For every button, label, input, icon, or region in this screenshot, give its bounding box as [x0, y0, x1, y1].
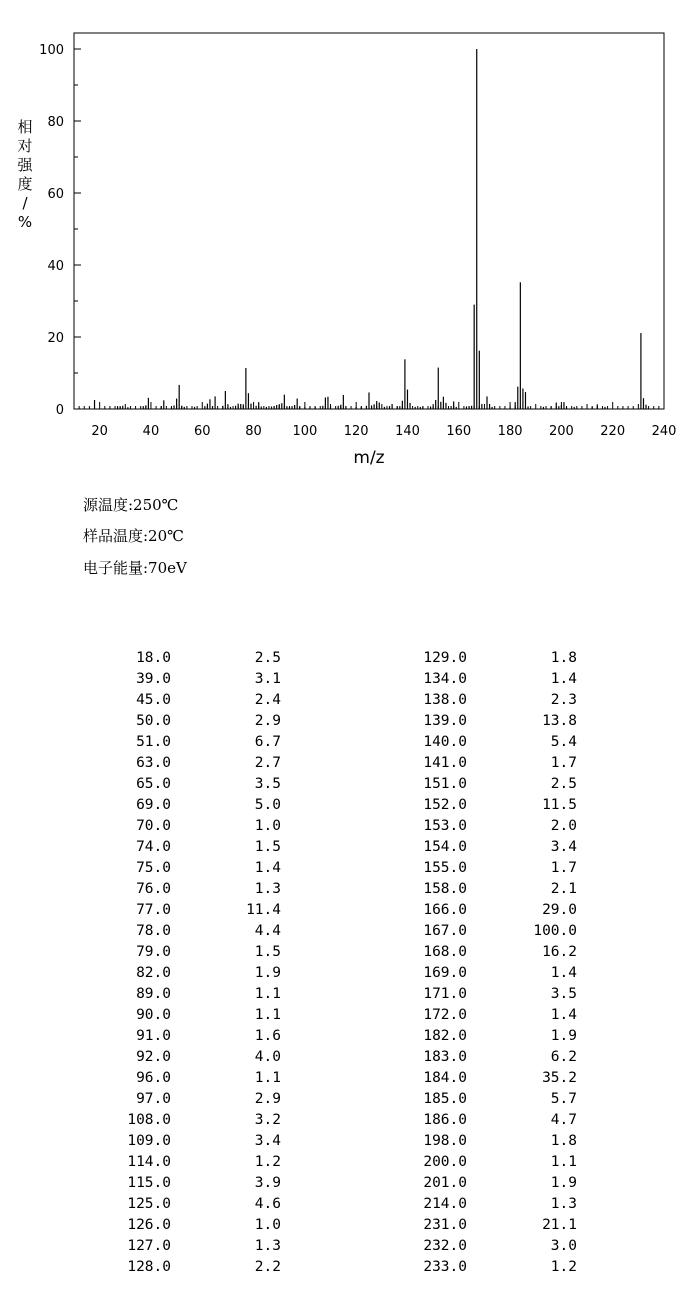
peak-abundance: 3.4 [254, 1133, 281, 1149]
peak-mz: 51.0 [136, 734, 171, 750]
peak-abundance: 2.5 [550, 776, 577, 792]
peak-mz: 76.0 [136, 881, 171, 897]
peak-table-row [0, 1152, 687, 1172]
y-tick-label: 80 [47, 115, 64, 130]
peak-abundance: 1.4 [550, 1007, 577, 1023]
x-tick-label: 140 [395, 424, 420, 439]
peak-mz: 109.0 [127, 1133, 171, 1149]
peak-abundance: 3.0 [550, 1238, 577, 1254]
peak-mz: 171.0 [423, 986, 467, 1002]
peak-abundance: 1.4 [550, 965, 577, 981]
peak-mz: 233.0 [423, 1259, 467, 1275]
peak-mz: 214.0 [423, 1196, 467, 1212]
peak-abundance: 2.1 [550, 881, 577, 897]
peak-table-row [0, 1110, 687, 1130]
peak-abundance: 3.1 [254, 671, 281, 687]
x-tick-label: 100 [292, 424, 318, 439]
peak-table-row [0, 858, 687, 878]
peak-table-row [0, 1005, 687, 1025]
peak-table-row [0, 690, 687, 710]
peak-table-row [0, 1215, 687, 1235]
peak-mz: 167.0 [423, 923, 467, 939]
peak-mz: 128.0 [127, 1259, 171, 1275]
peak-abundance: 1.6 [254, 1028, 281, 1044]
mass-spectrum-chart [0, 0, 687, 480]
peak-abundance: 1.1 [254, 1007, 281, 1023]
peak-mz: 79.0 [136, 944, 171, 960]
peak-mz: 75.0 [136, 860, 171, 876]
electron-energy: 电子能量:70eV [83, 559, 187, 577]
minor-ticks [74, 85, 659, 409]
peak-mz: 183.0 [423, 1049, 467, 1065]
peak-abundance: 100.0 [533, 923, 577, 939]
peak-mz: 96.0 [136, 1070, 171, 1086]
peak-abundance: 1.7 [550, 860, 577, 876]
peak-abundance: 1.3 [254, 881, 281, 897]
peak-mz: 185.0 [423, 1091, 467, 1107]
y-axis-ticks [39, 43, 81, 418]
peak-abundance: 5.4 [550, 734, 577, 750]
peak-mz: 168.0 [423, 944, 467, 960]
peak-abundance: 2.9 [254, 1091, 281, 1107]
peak-abundance: 4.6 [254, 1196, 281, 1212]
peak-abundance: 11.5 [542, 797, 577, 813]
peak-abundance: 4.7 [550, 1112, 577, 1128]
peak-abundance: 1.4 [550, 671, 577, 687]
peak-mz: 140.0 [423, 734, 467, 750]
peak-mz: 126.0 [127, 1217, 171, 1233]
peak-mz: 89.0 [136, 986, 171, 1002]
peak-mz: 151.0 [423, 776, 467, 792]
peak-mz: 92.0 [136, 1049, 171, 1065]
peak-abundance: 1.8 [550, 650, 577, 666]
peak-abundance: 2.4 [254, 692, 281, 708]
peak-abundance: 2.3 [550, 692, 577, 708]
peak-mz: 153.0 [423, 818, 467, 834]
x-tick-label: 240 [651, 424, 677, 439]
spectrum-peaks [95, 49, 647, 409]
y-tick-label: 0 [55, 403, 64, 418]
peak-abundance: 2.2 [254, 1259, 281, 1275]
peak-table-row [0, 900, 687, 920]
peak-mz: 63.0 [136, 755, 171, 771]
plot-frame [74, 33, 664, 409]
peak-abundance: 1.2 [550, 1259, 577, 1275]
peak-abundance: 4.4 [254, 923, 281, 939]
peak-abundance: 1.3 [550, 1196, 577, 1212]
x-tick-label: 80 [245, 424, 262, 439]
peak-mz: 232.0 [423, 1238, 467, 1254]
peak-table-row [0, 1236, 687, 1256]
peak-mz: 69.0 [136, 797, 171, 813]
peak-table-row [0, 795, 687, 815]
sample-temperature: 样品温度:20℃ [83, 527, 184, 545]
peak-abundance: 1.5 [254, 839, 281, 855]
peak-mz: 154.0 [423, 839, 467, 855]
peak-mz: 91.0 [136, 1028, 171, 1044]
peak-mz: 184.0 [423, 1070, 467, 1086]
peak-table-row [0, 816, 687, 836]
peak-mz: 125.0 [127, 1196, 171, 1212]
peak-mz: 50.0 [136, 713, 171, 729]
peak-abundance: 3.2 [254, 1112, 281, 1128]
peak-abundance: 1.0 [254, 818, 281, 834]
peak-abundance: 6.7 [254, 734, 281, 750]
peak-mz: 74.0 [136, 839, 171, 855]
peak-abundance: 21.1 [542, 1217, 577, 1233]
peak-table-row [0, 942, 687, 962]
peak-abundance: 35.2 [542, 1070, 577, 1086]
peak-table-row [0, 669, 687, 689]
peak-mz: 108.0 [127, 1112, 171, 1128]
peak-mz: 172.0 [423, 1007, 467, 1023]
peak-mz: 90.0 [136, 1007, 171, 1023]
peak-mz: 70.0 [136, 818, 171, 834]
peak-abundance: 5.0 [254, 797, 281, 813]
peak-mz: 201.0 [423, 1175, 467, 1191]
peak-table-row [0, 1047, 687, 1067]
peak-mz: 186.0 [423, 1112, 467, 1128]
peak-abundance: 3.5 [550, 986, 577, 1002]
y-tick-label: 60 [47, 187, 64, 202]
peak-abundance: 29.0 [542, 902, 577, 918]
peak-table-row [0, 1173, 687, 1193]
peak-abundance: 1.9 [254, 965, 281, 981]
peak-mz: 152.0 [423, 797, 467, 813]
peak-mz: 200.0 [423, 1154, 467, 1170]
peak-mz: 155.0 [423, 860, 467, 876]
peak-mz: 77.0 [136, 902, 171, 918]
peak-abundance: 2.5 [254, 650, 281, 666]
peak-mz: 97.0 [136, 1091, 171, 1107]
peak-mz: 169.0 [423, 965, 467, 981]
peak-mz: 166.0 [423, 902, 467, 918]
peak-mz: 129.0 [423, 650, 467, 666]
x-tick-label: 60 [193, 424, 211, 439]
peak-abundance: 1.1 [254, 986, 281, 1002]
peak-abundance: 3.9 [254, 1175, 281, 1191]
peak-table-row [0, 1026, 687, 1046]
peak-table-row [0, 921, 687, 941]
peak-table-row [0, 711, 687, 731]
peak-mz: 139.0 [423, 713, 467, 729]
peak-abundance: 1.3 [254, 1238, 281, 1254]
peak-abundance: 1.5 [254, 944, 281, 960]
peak-mz: 18.0 [136, 650, 171, 666]
peak-mz: 182.0 [423, 1028, 467, 1044]
peak-abundance: 3.5 [254, 776, 281, 792]
peak-abundance: 1.1 [550, 1154, 577, 1170]
peak-abundance: 1.0 [254, 1217, 281, 1233]
peak-abundance: 6.2 [550, 1049, 577, 1065]
peak-table-row [0, 984, 687, 1004]
peak-abundance: 11.4 [246, 902, 281, 918]
peak-mz: 231.0 [423, 1217, 467, 1233]
y-tick-label: 40 [47, 259, 64, 274]
peak-table-row [0, 774, 687, 794]
y-tick-label: 100 [39, 43, 64, 58]
peak-abundance: 1.9 [550, 1175, 577, 1191]
peak-abundance: 1.9 [550, 1028, 577, 1044]
peak-table-row [0, 1194, 687, 1214]
peak-table-row [0, 837, 687, 857]
peak-mz: 158.0 [423, 881, 467, 897]
peak-mz: 138.0 [423, 692, 467, 708]
x-tick-label: 40 [142, 424, 160, 439]
peak-abundance: 1.8 [550, 1133, 577, 1149]
peak-mz: 82.0 [136, 965, 171, 981]
source-temperature: 源温度:250℃ [83, 496, 179, 514]
y-tick-label: 20 [47, 331, 64, 346]
peak-mz: 141.0 [423, 755, 467, 771]
peak-mz: 78.0 [136, 923, 171, 939]
peak-abundance: 3.4 [550, 839, 577, 855]
peak-table-row [0, 1089, 687, 1109]
peak-table-row [0, 879, 687, 899]
peak-table-row [0, 963, 687, 983]
peak-abundance: 1.1 [254, 1070, 281, 1086]
peak-abundance: 4.0 [254, 1049, 281, 1065]
peak-table-row [0, 732, 687, 752]
peak-mz: 45.0 [136, 692, 171, 708]
peak-table-row [0, 1131, 687, 1151]
x-tick-label: 120 [343, 424, 369, 439]
peak-abundance: 13.8 [542, 713, 577, 729]
x-tick-label: 20 [91, 424, 108, 439]
x-tick-label: 200 [548, 424, 574, 439]
peak-abundance: 16.2 [542, 944, 577, 960]
x-tick-label: 180 [497, 424, 523, 439]
x-tick-label: 160 [446, 424, 472, 439]
peak-abundance: 2.7 [254, 755, 281, 771]
peak-table-row [0, 648, 687, 668]
peak-mz: 134.0 [423, 671, 467, 687]
x-axis-label: m/z [353, 448, 385, 468]
peak-abundance: 2.0 [550, 818, 577, 834]
peak-table-row [0, 753, 687, 773]
peak-table-row [0, 1068, 687, 1088]
peak-abundance: 5.7 [550, 1091, 577, 1107]
peak-abundance: 1.4 [254, 860, 281, 876]
peak-mz: 198.0 [423, 1133, 467, 1149]
peak-abundance: 1.2 [254, 1154, 281, 1170]
peak-mz: 114.0 [127, 1154, 171, 1170]
peak-abundance: 1.7 [550, 755, 577, 771]
peak-mz: 115.0 [127, 1175, 171, 1191]
peak-mz: 127.0 [127, 1238, 171, 1254]
peak-table-row [0, 1257, 687, 1277]
peak-abundance: 2.9 [254, 713, 281, 729]
y-axis-label: 相对强度/ % [17, 118, 33, 231]
peak-mz: 39.0 [136, 671, 171, 687]
peak-mz: 65.0 [136, 776, 171, 792]
x-tick-label: 220 [600, 424, 626, 439]
